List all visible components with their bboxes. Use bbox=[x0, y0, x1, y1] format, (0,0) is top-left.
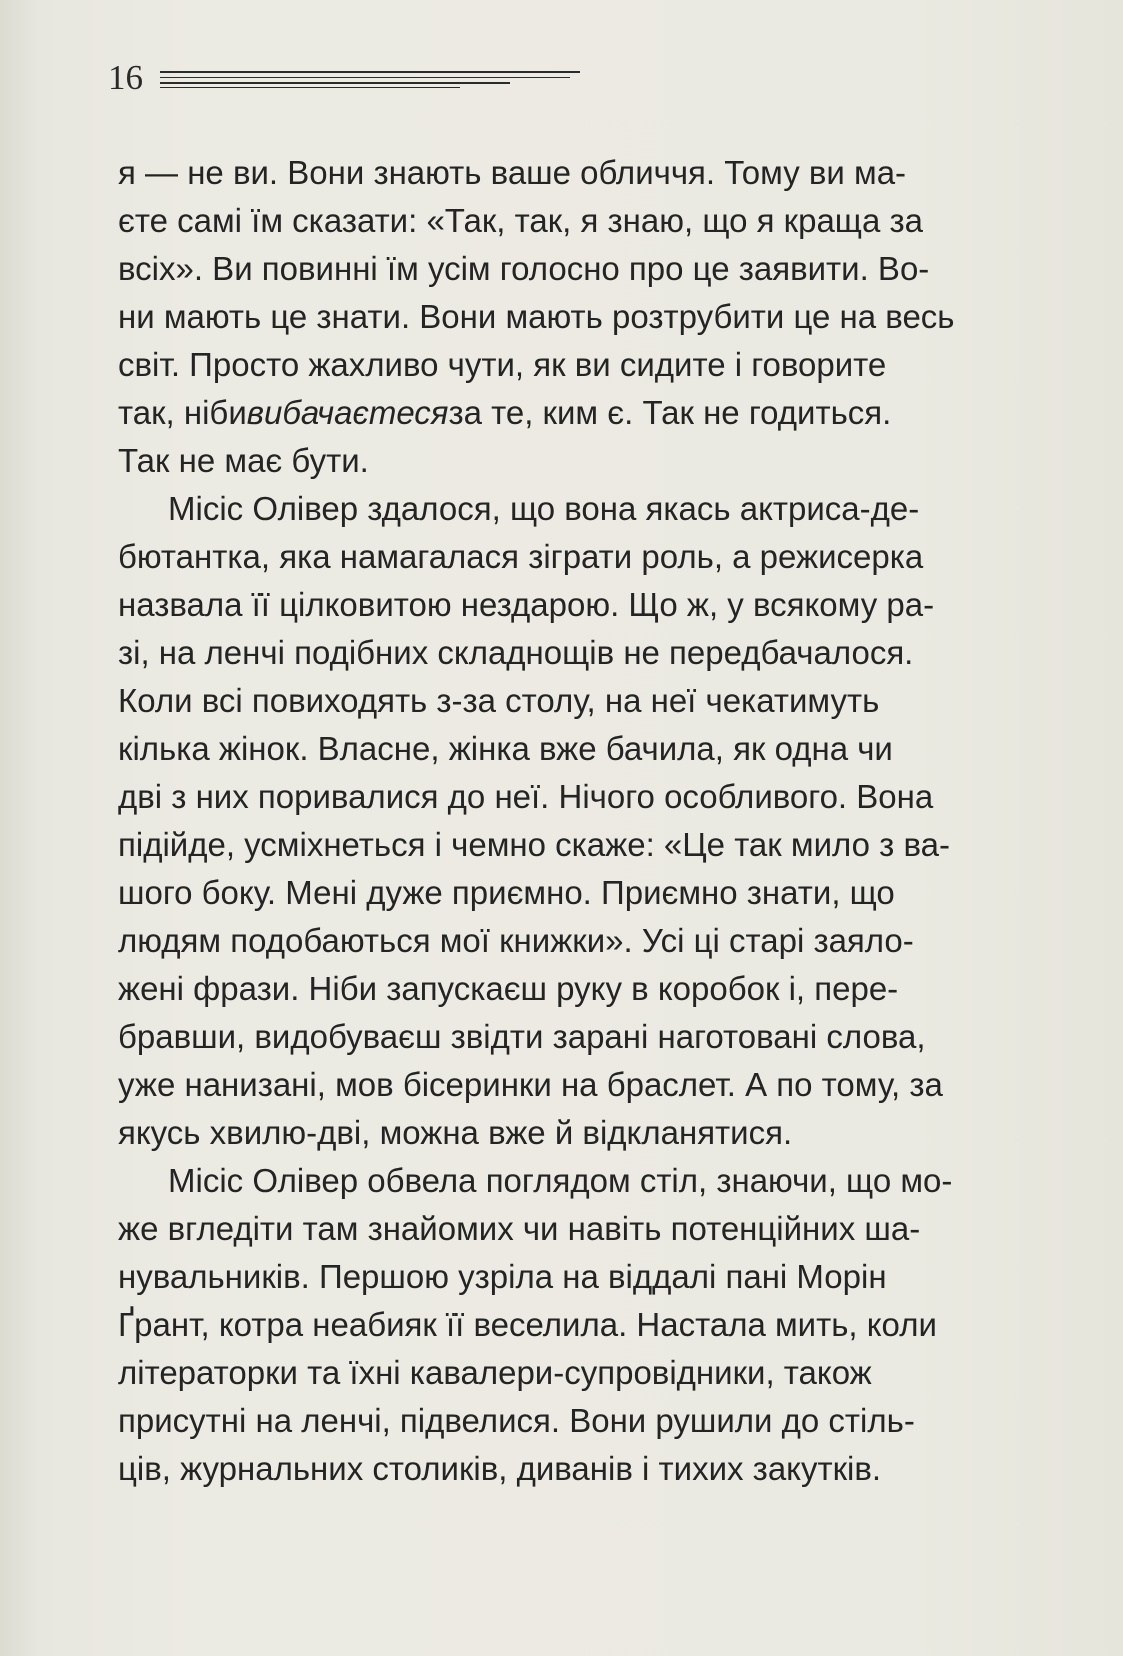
text-line: я — не ви. Вони знають ваше обличчя. Тому ви ма- bbox=[118, 154, 907, 191]
text-line: світ. Просто жахливо чути, як ви сидите і говорите bbox=[118, 346, 887, 383]
text-line: зі, на ленчі подібних складнощів не передбачалося. bbox=[118, 634, 914, 671]
header-rule bbox=[160, 71, 580, 73]
text-line: шого боку. Мені дуже приємно. Приємно знати, що bbox=[118, 874, 895, 911]
text-line: всіх». Ви повинні їм усім голосно про це заявити. Во- bbox=[118, 250, 930, 287]
text-line: Місіс Олівер здалося, що вона якась актриса-де- bbox=[168, 490, 920, 527]
italic-word: вибачаєтеся bbox=[246, 394, 449, 431]
text-line: дві з них поривалися до неї. Нічого особливого. Вона bbox=[118, 778, 934, 815]
text-line: людям подобаються мої книжки». Усі ці старі заяло- bbox=[118, 922, 914, 959]
text-line: уже нанизані, мов бісеринки на браслет. А по тому, за bbox=[118, 1066, 943, 1103]
text-line: нувальників. Першою узріла на віддалі пані Морін bbox=[118, 1258, 887, 1295]
text-line: присутні на ленчі, підвелися. Вони рушили до стіль- bbox=[118, 1402, 915, 1439]
text-line: бютантка, яка намагалася зіграти роль, а режисерка bbox=[118, 538, 924, 575]
text-line: ни мають це знати. Вони мають розтрубити це на весь bbox=[118, 298, 955, 335]
text-line: же вгледіти там знайомих чи навіть потенційних ша- bbox=[118, 1210, 921, 1247]
text-line: якусь хвилю-дві, можна вже й відкланятися. bbox=[118, 1114, 793, 1151]
header-rule bbox=[160, 87, 460, 88]
text-line: так, нібивибачаєтесяза те, ким є. Так не годиться. bbox=[118, 394, 892, 431]
page-header bbox=[108, 58, 588, 98]
text-line: жені фрази. Ніби запускаєш руку в коробок і, пере- bbox=[118, 970, 899, 1007]
page-number: 16 bbox=[108, 58, 143, 97]
text-line: Ґрант, котра неабияк її веселила. Настала мить, коли bbox=[118, 1306, 937, 1343]
text-line: літераторки та їхні кавалери-супровідники, також bbox=[118, 1354, 872, 1391]
text-line: назвала її цілковитою нездарою. Що ж, у всякому ра- bbox=[118, 586, 935, 623]
header-rule bbox=[160, 82, 510, 84]
text-line: бравши, видобуваєш звідти зарані наготовані слова, bbox=[118, 1018, 926, 1055]
text-line: підійде, усміхнеться і чемно скаже: «Це так мило з ва- bbox=[118, 826, 950, 863]
text-line: Коли всі повиходять з-за столу, на неї чекатимуть bbox=[118, 682, 880, 719]
text-line: єте самі їм сказати: «Так, так, я знаю, що я краща за bbox=[118, 202, 923, 239]
text-line: Місіс Олівер обвела поглядом стіл, знаючи, що мо- bbox=[168, 1162, 953, 1199]
text-line: ців, журнальних столиків, диванів і тихих закутків. bbox=[118, 1450, 882, 1487]
body-text bbox=[118, 149, 1038, 1493]
text-line: кілька жінок. Власне, жінка вже бачила, як одна чи bbox=[118, 730, 893, 767]
header-rule bbox=[160, 77, 570, 78]
text-line: Так не має бути. bbox=[118, 442, 369, 479]
